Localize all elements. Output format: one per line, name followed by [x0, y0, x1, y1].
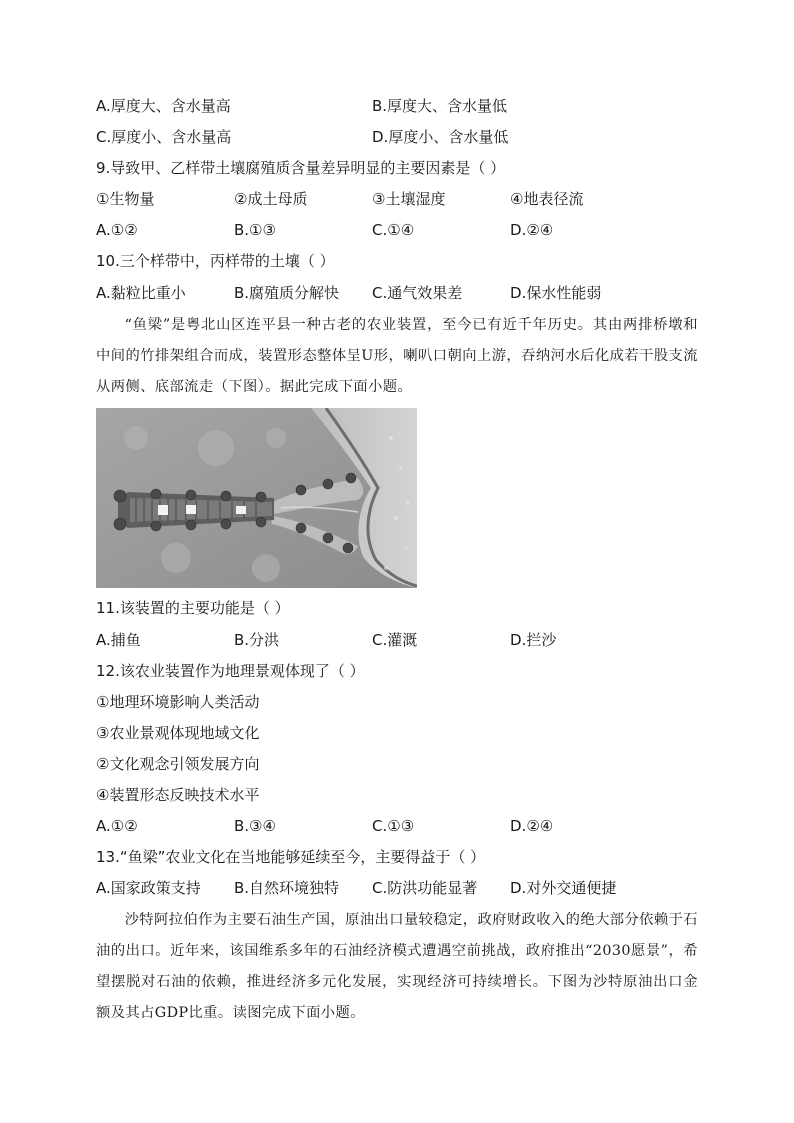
q8-option-d[interactable]: D.厚度小、含水量低 — [372, 128, 509, 146]
fish-weir-photo-icon — [96, 408, 417, 588]
passage-yuliang: “鱼梁”是粤北山区连平县一种古老的农业装置，至今已有近千年历史。其由两排桥墩和中间的竹排架组合而成，装置形态整体呈U形，喇叭口朝向上游，吞纳河水后化成若干股支流从两侧、底部流走（下图）。据此完成下面小题。 — [96, 317, 698, 395]
q10-option-b[interactable]: B.腐殖质分解快 — [234, 284, 340, 302]
q9-item-1: ①生物量 — [96, 190, 155, 208]
q9-option-d[interactable]: D.②④ — [510, 221, 554, 239]
passage-saudi: 沙特阿拉伯作为主要石油生产国，原油出口量较稳定，政府财政收入的绝大部分依赖于石油的出口。近年来，该国维系多年的石油经济模式遭遇空前挑战，政府推出“2030愿景”，希望摆脱对石油的依赖，推进经济多元化发展，实现经济可持续增长。下图为沙特原油出口金额及其占GDP比重。读图完成下面小题。 — [96, 912, 698, 1021]
q9-item-4: ④地表径流 — [510, 190, 584, 208]
q11-option-d[interactable]: D.拦沙 — [510, 631, 557, 649]
q12-option-c[interactable]: C.①③ — [372, 817, 415, 835]
q11-option-a[interactable]: A.捕鱼 — [96, 631, 141, 649]
q10-option-c[interactable]: C.通气效果差 — [372, 284, 463, 302]
aerial-photo — [96, 408, 417, 588]
q13-option-c[interactable]: C.防洪功能显著 — [372, 879, 478, 897]
q10-stem: 10.三个样带中，丙样带的土壤（ ） — [96, 252, 335, 270]
q11-option-c[interactable]: C.灌溉 — [372, 631, 418, 649]
q12-item-2: ②文化观念引领发展方向 — [96, 755, 260, 773]
q9-item-3: ③土壤湿度 — [372, 190, 446, 208]
q12-option-b[interactable]: B.③④ — [234, 817, 276, 835]
q12-item-4: ④装置形态反映技术水平 — [96, 786, 260, 804]
q12-stem: 12.该农业装置作为地理景观体现了（ ） — [96, 662, 365, 680]
q9-option-a[interactable]: A.①② — [96, 221, 138, 239]
q13-option-a[interactable]: A.国家政策支持 — [96, 879, 201, 897]
q10-option-d[interactable]: D.保水性能弱 — [510, 284, 602, 302]
q13-option-b[interactable]: B.自然环境独特 — [234, 879, 340, 897]
q8-option-a[interactable]: A.厚度大、含水量高 — [96, 97, 231, 115]
q12-option-d[interactable]: D.②④ — [510, 817, 554, 835]
q13-option-d[interactable]: D.对外交通便捷 — [510, 879, 617, 897]
q12-item-3: ③农业景观体现地域文化 — [96, 724, 260, 742]
q11-stem: 11.该装置的主要功能是（ ） — [96, 599, 290, 617]
q8-option-c[interactable]: C.厚度小、含水量高 — [96, 128, 232, 146]
q11-option-b[interactable]: B.分洪 — [234, 631, 280, 649]
q12-option-a[interactable]: A.①② — [96, 817, 138, 835]
q9-option-c[interactable]: C.①④ — [372, 221, 415, 239]
q8-option-b[interactable]: B.厚度大、含水量低 — [372, 97, 508, 115]
q9-stem: 9.导致甲、乙样带土壤腐殖质含量差异明显的主要因素是（ ） — [96, 159, 506, 177]
q10-option-a[interactable]: A.黏粒比重小 — [96, 284, 186, 302]
q9-option-b[interactable]: B.①③ — [234, 221, 276, 239]
q9-item-2: ②成土母质 — [234, 190, 308, 208]
q12-item-1: ①地理环境影响人类活动 — [96, 693, 260, 711]
q13-stem: 13.“鱼梁”农业文化在当地能够延续至今，主要得益于（ ） — [96, 848, 486, 866]
